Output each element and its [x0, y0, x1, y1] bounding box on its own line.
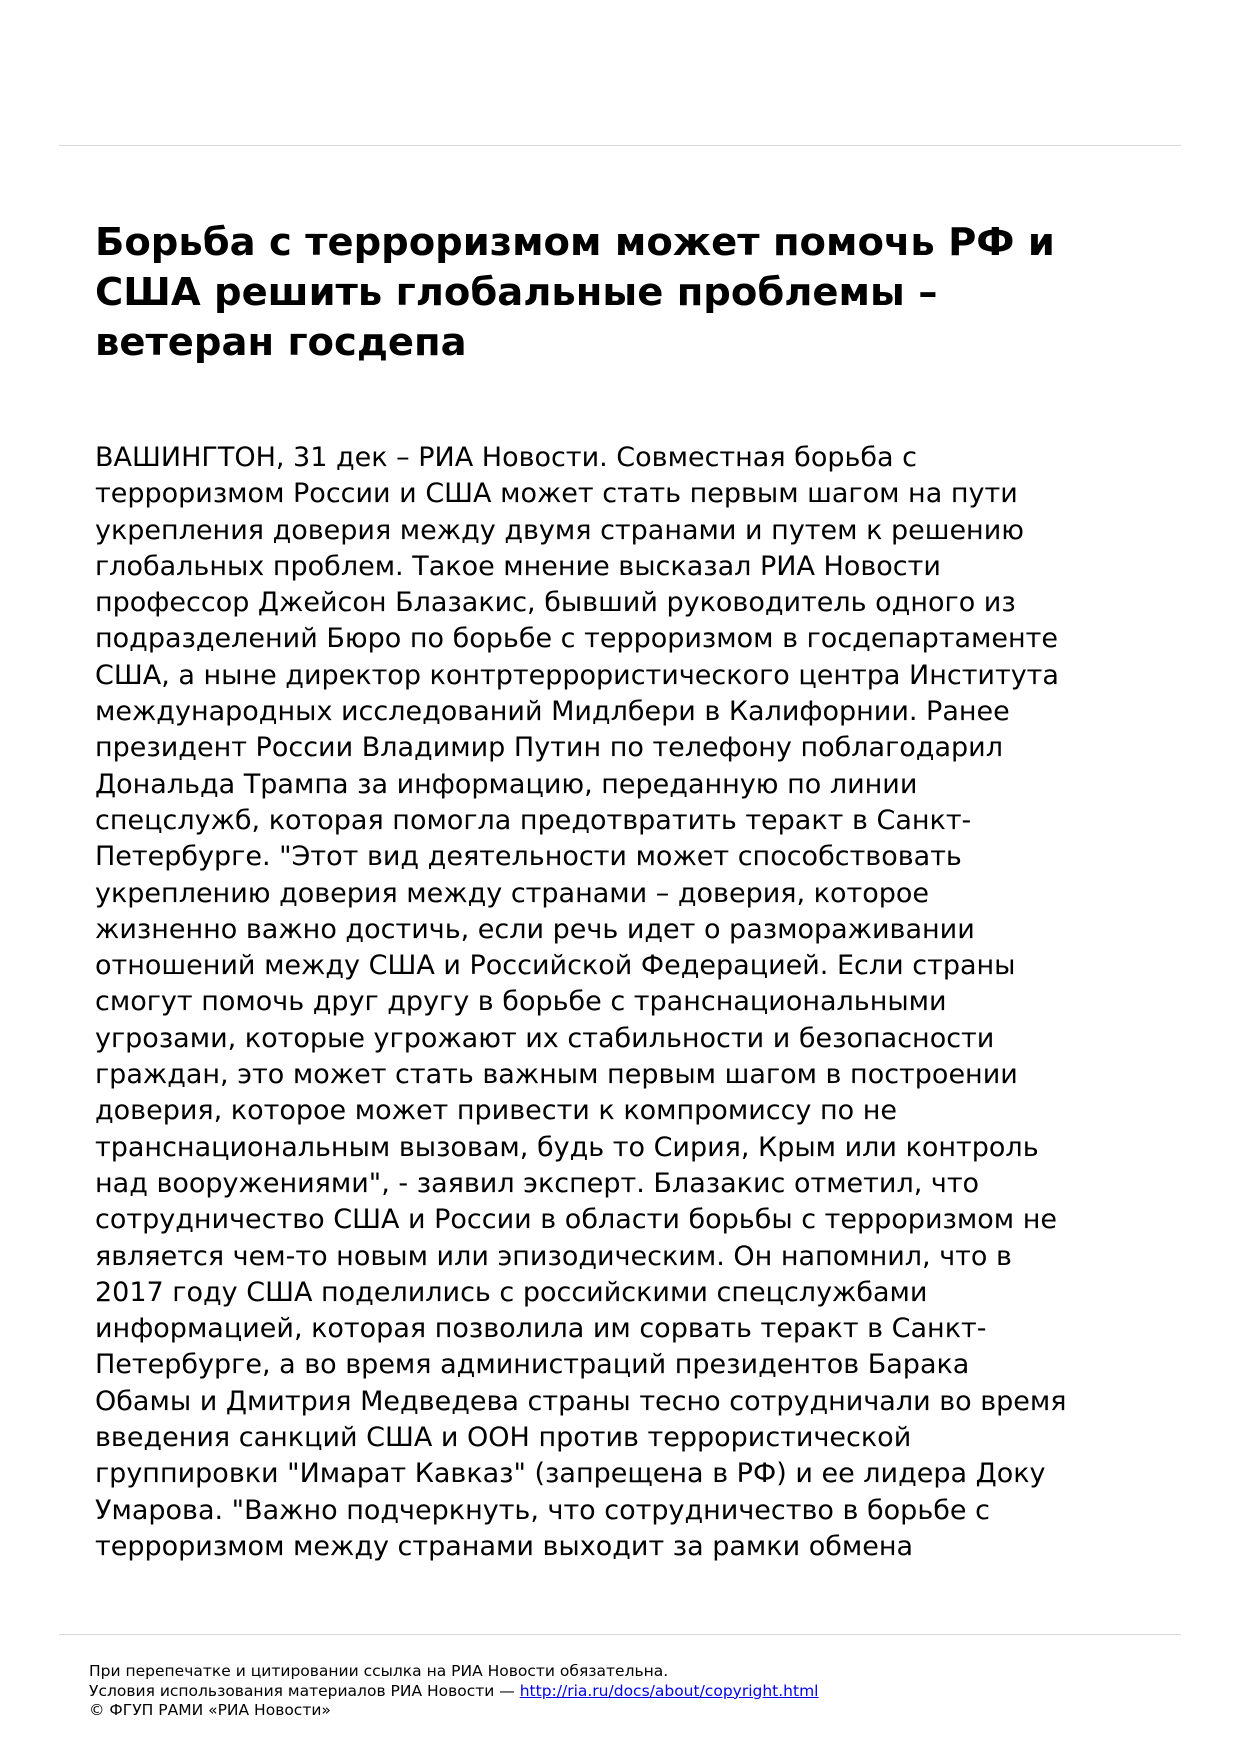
body-line: доверия, которое может привести к компромиссу по не — [95, 1095, 898, 1127]
headline-line: Борьба с терроризмом может помочь РФ и — [95, 220, 1055, 265]
copyright-notice: © ФГУП РАМИ «РИА Новости» — [89, 1701, 331, 1719]
body-line: введения санкций США и ООН против террористической — [95, 1422, 912, 1454]
headline-line: США решить глобальные проблемы – — [95, 270, 938, 315]
body-line: отношений между США и Российской Федерацией. Если страны — [95, 950, 1016, 982]
body-line: граждан, это может стать важным первым шагом в построении — [95, 1059, 1018, 1091]
body-line: Дональда Трампа за информацию, переданную по линии — [95, 768, 918, 800]
body-line: укреплению доверия между странами – доверия, которое — [95, 877, 930, 909]
reprint-notice: При перепечатке и цитировании ссылка на РИА Новости обязательна. — [89, 1662, 669, 1680]
body-line: сотрудничество США и России в области борьбы с терроризмом не — [95, 1204, 1057, 1236]
body-line: Петербурге, а во время администраций президентов Барака — [95, 1349, 970, 1381]
terms-line — [89, 1682, 1089, 1702]
body-line: Умарова. "Важно подчеркнуть, что сотрудничество в борьбе с — [95, 1494, 990, 1526]
body-line: терроризмом России и США может стать первым шагом на пути — [95, 478, 1018, 510]
body-line: международных исследований Мидлбери в Калифорнии. Ранее — [95, 696, 1010, 728]
body-line: глобальных проблем. Такое мнение высказал РИА Новости — [95, 550, 941, 582]
body-line: Обамы и Дмитрия Медведева страны тесно сотрудничали во время — [95, 1385, 1067, 1417]
footer-divider — [59, 1634, 1181, 1635]
terms-prefix: Условия использования материалов РИА Новости — — [89, 1681, 520, 1700]
body-line: подразделений Бюро по борьбе с терроризмом в госдепартаменте — [95, 623, 1059, 655]
body-line: 2017 году США поделились с российскими спецслужбами — [95, 1276, 928, 1308]
body-line: группировки "Имарат Кавказ" (запрещена в РФ) и ее лидера Доку — [95, 1458, 1046, 1490]
body-line: является чем-то новым или эпизодическим. Он напомнил, что в — [95, 1240, 1012, 1272]
body-line: Петербурге. "Этот вид деятельности может способствовать — [95, 841, 962, 873]
body-line: жизненно важно достичь, если речь идет о размораживании — [95, 913, 975, 945]
body-line: угрозами, которые угрожают их стабильности и безопасности — [95, 1022, 995, 1054]
body-line: президент России Владимир Путин по телефону поблагодарил — [95, 732, 1003, 764]
body-line: информацией, которая позволила им сорвать теракт в Санкт- — [95, 1313, 987, 1345]
body-line: транснациональным вызовам, будь то Сирия, Крым или контроль — [95, 1131, 1039, 1163]
body-line: над вооружениями", - заявил эксперт. Блазакис отметил, что — [95, 1167, 980, 1199]
page-footer — [89, 1662, 1089, 1721]
body-line: терроризмом между странами выходит за рамки обмена — [95, 1530, 914, 1562]
article-headline — [95, 218, 1155, 368]
body-line: смогут помочь друг другу в борьбе с транснациональными — [95, 986, 947, 1018]
article-body — [95, 440, 1170, 1565]
body-line: ВАШИНГТОН, 31 дек – РИА Новости. Совместная борьба с — [95, 442, 918, 473]
body-line: США, а ныне директор контртеррористического центра Института — [95, 659, 1059, 691]
header-divider — [59, 145, 1181, 146]
body-line: профессор Джейсон Блазакис, бывший руководитель одного из — [95, 587, 1016, 619]
headline-line: ветеран госдепа — [95, 320, 467, 365]
copyright-terms-link[interactable]: http://ria.ru/docs/about/copyright.html — [519, 1681, 819, 1700]
body-line: укрепления доверия между двумя странами и путем к решению — [95, 514, 1024, 546]
body-line: спецслужб, которая помогла предотвратить теракт в Санкт- — [95, 804, 972, 836]
